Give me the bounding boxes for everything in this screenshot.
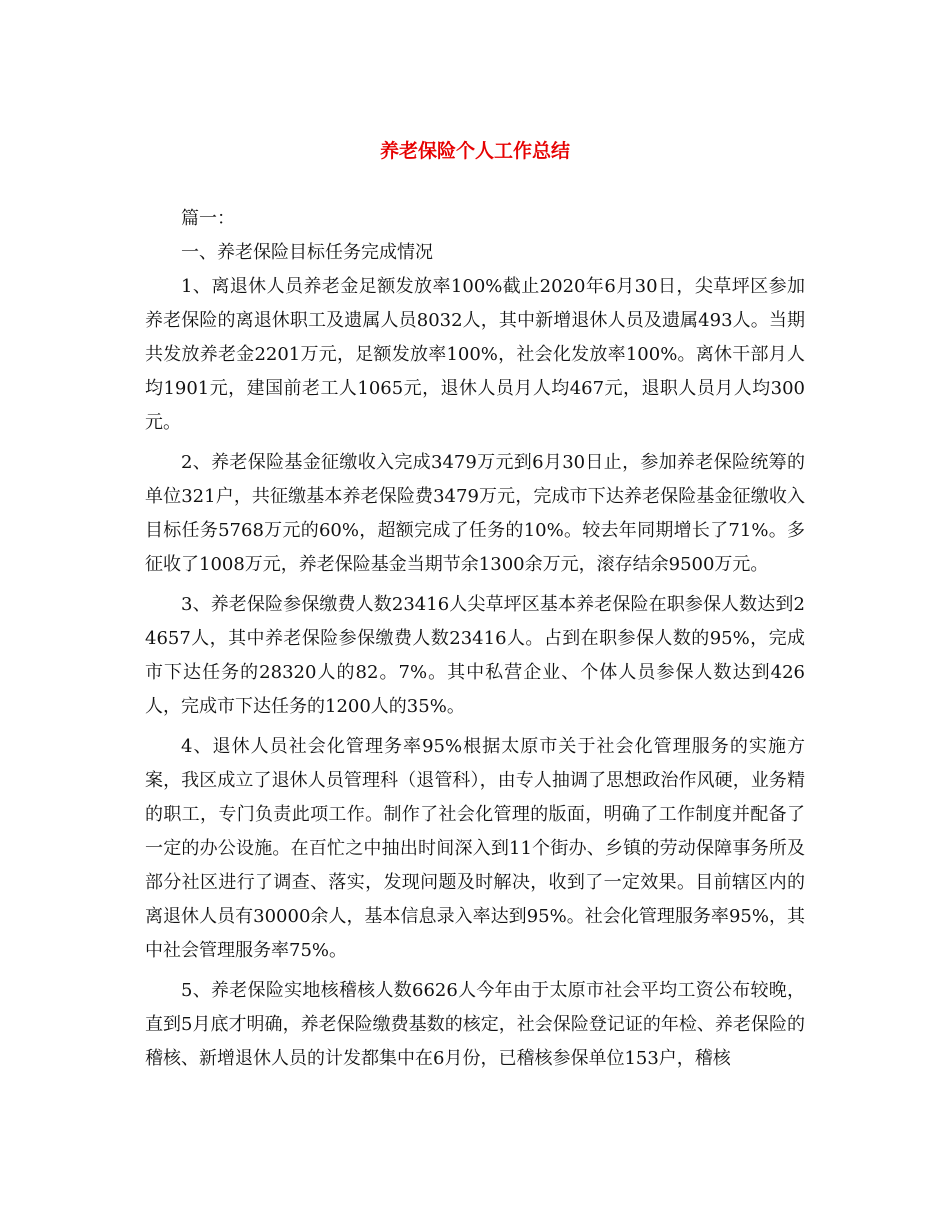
paragraph-2: 2、养老保险基金征缴收入完成3479万元到6月30日止，参加养老保险统筹的单位321户，共征缴基本养老保险费3479万元，完成市下达养老保险基金征缴收入目标任务5768万元的60%，超额完成了任务的10%。较去年同期增长了71%。多征收了1008万元，养老保险基金当期节余1300余万元，滚存结余9500万元。 <box>145 452 805 575</box>
paragraph-5: 5、养老保险实地核稽核人数6626人今年由于太原市社会平均工资公布较晚，直到5月底才明确，养老保险缴费基数的核定，社会保险登记证的年检、养老保险的稽核、新增退休人员的计发都集中在6月份，已稽核参保单位153户，稽核 <box>145 980 805 1069</box>
document-body <box>145 202 805 1082</box>
paragraph-4: 4、退休人员社会化管理务率95%根据太原市关于社会化管理服务的实施方案，我区成立了退休人员管理科（退管科），由专人抽调了思想政治作风硬，业务精的职工，专门负责此项工作。制作了社会化管理的版面，明确了工作制度并配备了一定的办公设施。在百忙之中抽出时间深入到11个街办、乡镇的劳动保障事务所及部分社区进行了调查、落实，发现问题及时解决，收到了一定效果。目前辖区内的离退休人员有30000余人，基本信息录入率达到95%。社会化管理服务率95%，其中社会管理服务率75%。 <box>145 736 805 961</box>
section-heading: 篇一： <box>181 208 235 229</box>
paragraph-1: 1、离退休人员养老金足额发放率100%截止2020年6月30日，尖草坪区参加养老保险的离退休职工及遗属人员8032人，其中新增退休人员及遗属493人。当期共发放养老金2201万元，足额发放率100%，社会化发放率100%。离休干部月人均1901元，建国前老工人1065元，退休人员月人均467元，退职人员月人均300元。 <box>145 276 805 433</box>
paragraph-3: 3、养老保险参保缴费人数23416人尖草坪区基本养老保险在职参保人数达到24657人，其中养老保险参保缴费人数23416人。占到在职参保人数的95%，完成市下达任务的28320人的82。7%。其中私营企业、个体人员参保人数达到426人，完成市下达任务的1200人的35%。 <box>145 594 805 717</box>
section-subheading: 一、养老保险目标任务完成情况 <box>181 242 433 263</box>
document-title: 养老保险个人工作总结 <box>379 140 570 162</box>
